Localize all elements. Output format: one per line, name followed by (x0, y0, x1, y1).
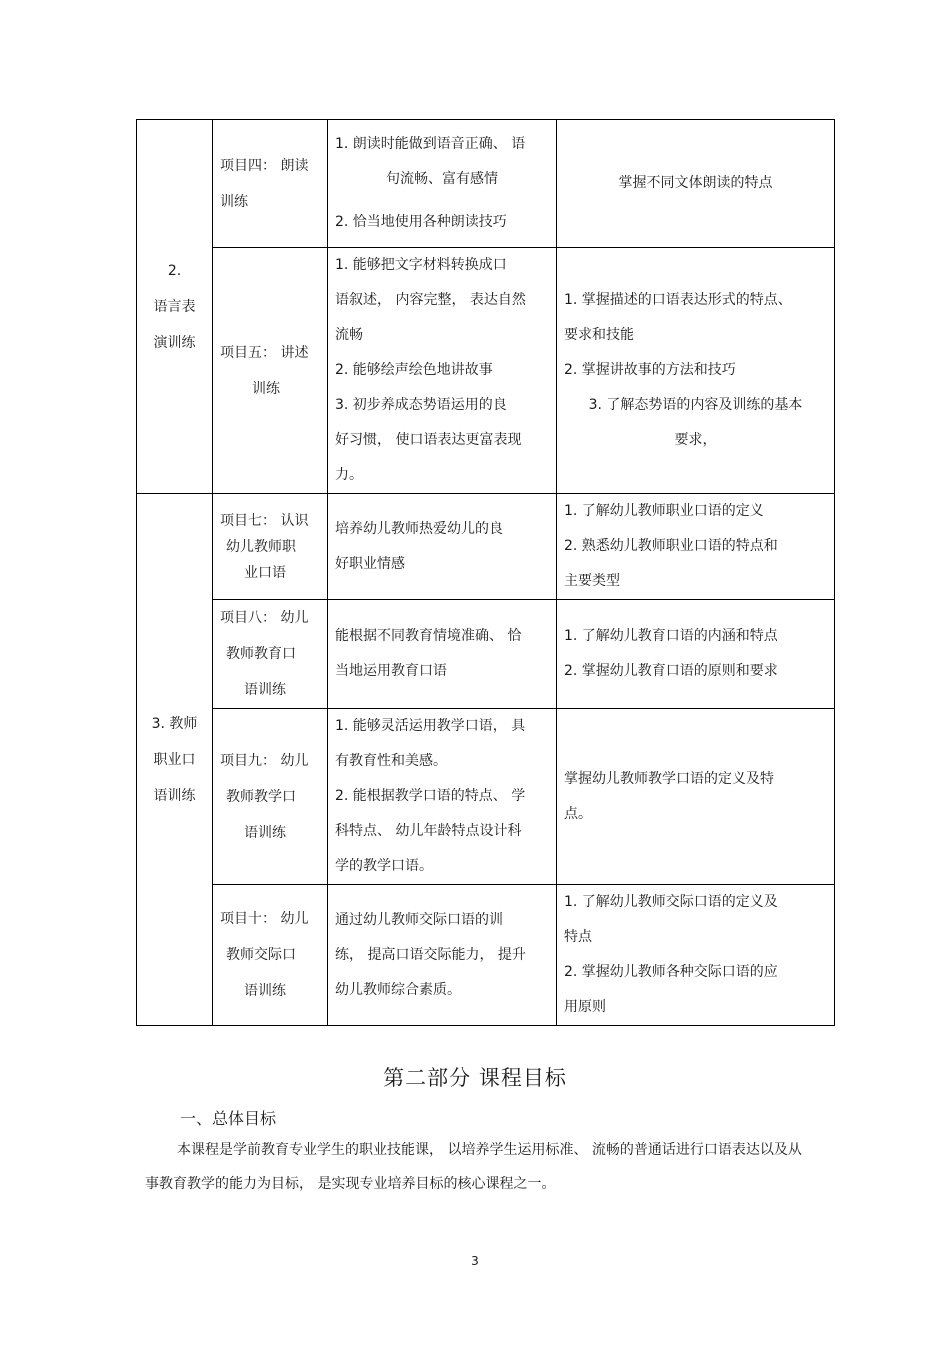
project-name-cell: 项目七： 认识 幼儿教师职 业口语 (213, 494, 328, 600)
requirement-cell: 培养幼儿教师热爱幼儿的良 好职业情感 (328, 494, 557, 600)
objective-cell: 掌握不同文体朗读的特点 (557, 120, 835, 248)
table-row (137, 885, 835, 1026)
category-cell: 3. 教师 职业口 语训练 (137, 494, 213, 1026)
part-title: 第二部分 课程目标 (383, 1066, 567, 1090)
table-row (137, 248, 835, 494)
project-name-cell: 项目十： 幼儿 教师交际口 语训练 (213, 885, 328, 1026)
project-name-cell: 项目八： 幼儿 教师教育口 语训练 (213, 600, 328, 709)
objective-cell: 1. 掌握描述的口语表达形式的特点、 要求和技能 2. 掌握讲故事的方法和技巧 3. 了解态势语的内容及训练的基本 要求， (557, 248, 835, 494)
body-paragraph: 本课程是学前教育专业学生的职业技能课， 以培养学生运用标准、 流畅的普通话进行口语表达以及从事教育教学的能力为目标， 是实现专业培养目标的核心课程之一。 (145, 1142, 802, 1192)
objective-cell: 1. 了解幼儿教师职业口语的定义 2. 熟悉幼儿教师职业口语的特点和 主要类型 (557, 494, 835, 600)
project-name-cell: 项目四： 朗读 训练 (213, 120, 328, 248)
objective-cell: 1. 了解幼儿教育口语的内涵和特点 2. 掌握幼儿教育口语的原则和要求 (557, 600, 835, 709)
project-name-cell: 项目九： 幼儿 教师教学口 语训练 (213, 709, 328, 885)
table-row (137, 120, 835, 248)
table-row (137, 709, 835, 885)
category-cell: 2. 语言表 演训练 (137, 120, 213, 494)
project-name-cell: 项目五： 讲述 训练 (213, 248, 328, 494)
table-row (137, 600, 835, 709)
requirement-cell: 能根据不同教育情境准确、 恰 当地运用教育口语 (328, 600, 557, 709)
requirement-cell: 1. 朗读时能做到语音正确、 语 句流畅、富有感情 2. 恰当地使用各种朗读技巧 (328, 120, 557, 248)
requirement-cell: 1. 能够把文字材料转换成口 语叙述， 内容完整， 表达自然 流畅 2. 能够绘声绘色地讲故事 3. 初步养成态势语运用的良 好习惯， 使口语表达更富表现 力。 (328, 248, 557, 494)
table-row (137, 494, 835, 600)
section-title: 一、总体目标 (180, 1109, 277, 1128)
requirement-cell: 1. 能够灵活运用教学口语， 具 有教育性和美感。 2. 能根据教学口语的特点、 学 科特点、 幼儿年龄特点设计科 学的教学口语。 (328, 709, 557, 885)
objective-cell: 1. 了解幼儿教师交际口语的定义及 特点 2. 掌握幼儿教师各种交际口语的应 用原则 (557, 885, 835, 1026)
course-table (136, 119, 835, 1026)
page-number: 3 (471, 1254, 479, 1268)
requirement-cell: 通过幼儿教师交际口语的训 练， 提高口语交际能力， 提升 幼儿教师综合素质。 (328, 885, 557, 1026)
objective-cell: 掌握幼儿教师教学口语的定义及特 点。 (557, 709, 835, 885)
